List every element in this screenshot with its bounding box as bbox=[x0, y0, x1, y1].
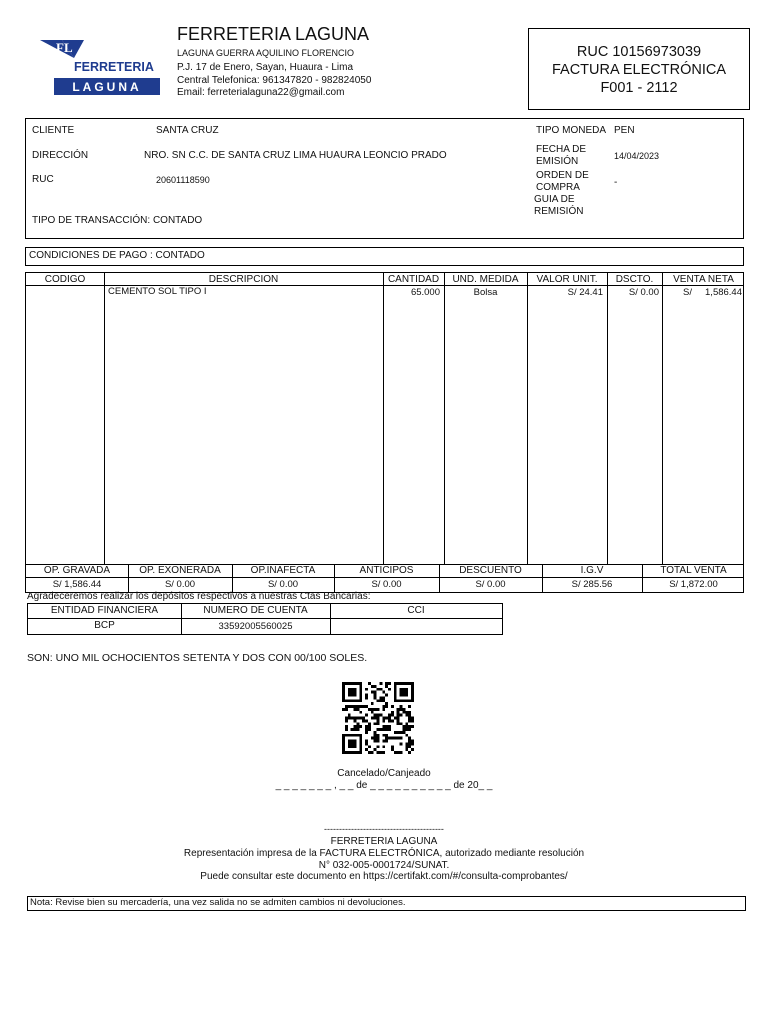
company-name: FERRETERIA LAGUNA bbox=[177, 24, 370, 44]
header-unidad: UND. MEDIDA bbox=[452, 274, 519, 285]
op-gravada-value: S/ 1,586.44 bbox=[52, 579, 102, 590]
company-phone: Central Telefonica: 961347820 - 982824050 bbox=[177, 75, 372, 86]
logo-bottom-text: LAGUNA bbox=[72, 80, 142, 94]
invoice-ruc: RUC 10156973039 bbox=[576, 44, 702, 60]
moneda-label: TIPO MONEDA bbox=[536, 125, 607, 136]
legal-text-3: Puede consultar este documento en https://certifakt.com/#/consulta-comprobantes/ bbox=[200, 871, 568, 882]
bank-header-cci: CCI bbox=[407, 605, 425, 616]
header-codigo: CODIGO bbox=[44, 274, 86, 285]
header-descripcion: DESCRIPCION bbox=[208, 274, 279, 285]
direccion-value: NRO. SN C.C. DE SANTA CRUZ LIMA HUAURA LEONCIO PRADO bbox=[144, 150, 447, 161]
col-divider bbox=[383, 273, 384, 564]
bank-divider bbox=[28, 618, 502, 619]
bank-header-cuenta: NUMERO DE CUENTA bbox=[203, 605, 308, 616]
items-table bbox=[25, 272, 744, 565]
date-line: _ _ _ _ _ _ _ , _ _ de _ _ _ _ _ _ _ _ _ _ de 20_ _ bbox=[275, 780, 493, 791]
cancelado-text: Cancelado/Canjeado bbox=[337, 768, 431, 779]
header-cantidad: CANTIDAD bbox=[387, 274, 440, 285]
total-header: DESCUENTO bbox=[459, 565, 522, 576]
descuento-value: S/ 0.00 bbox=[475, 579, 506, 590]
item-dscto: S/ 0.00 bbox=[628, 287, 659, 298]
item-valor: S/ 24.41 bbox=[567, 287, 603, 298]
company-logo bbox=[40, 38, 162, 96]
payment-conditions: CONDICIONES DE PAGO : CONTADO bbox=[25, 247, 744, 266]
legal-text-2: N° 032-005-0001724/SUNAT. bbox=[318, 860, 450, 871]
header-venta: VENTA NETA bbox=[673, 274, 734, 285]
company-address: P.J. 17 de Enero, Sayan, Huaura - Lima bbox=[177, 62, 354, 73]
total-header: OP.INAFECTA bbox=[250, 565, 316, 576]
company-owner: LAGUNA GUERRA AQUILINO FLORENCIO bbox=[177, 48, 355, 58]
totals-divider bbox=[26, 577, 743, 578]
direccion-label: DIRECCIÓN bbox=[32, 150, 89, 161]
orden-value: - bbox=[614, 177, 618, 188]
client-info-box bbox=[25, 118, 744, 239]
igv-value: S/ 285.56 bbox=[571, 579, 613, 590]
ruc-label: RUC bbox=[32, 174, 54, 185]
bank-table bbox=[27, 603, 503, 635]
totals-table bbox=[25, 565, 744, 593]
nota-box: Nota: Revise bien su mercadería, una vez salida no se admiten cambios ni devoluciones. bbox=[27, 896, 746, 911]
moneda-value: PEN bbox=[614, 125, 635, 136]
orden-label-1: ORDEN DE bbox=[536, 170, 589, 181]
orden-label bbox=[536, 170, 589, 194]
bank-header-entidad: ENTIDAD FINANCIERA bbox=[50, 605, 159, 616]
bank-account: 33592005560025 bbox=[218, 621, 293, 632]
guia-label bbox=[534, 194, 583, 218]
item-cantidad: 65.000 bbox=[410, 287, 440, 298]
col-divider bbox=[444, 273, 445, 564]
company-email: Email: ferreterialaguna22@gmail.com bbox=[177, 87, 345, 98]
op-exonerada-value: S/ 0.00 bbox=[164, 579, 196, 590]
guia-label-2: REMISIÓN bbox=[534, 206, 584, 217]
item-descripcion: CEMENTO SOL TIPO I bbox=[108, 286, 207, 297]
legal-text-1: Representación impresa de la FACTURA ELECTRÓNICA, autorizado mediante resolución bbox=[183, 848, 585, 859]
footer-company: FERRETERIA LAGUNA bbox=[330, 836, 438, 847]
item-venta: 1,586.44 bbox=[705, 287, 742, 298]
guia-label-1: GUIA DE bbox=[534, 194, 575, 205]
item-venta-currency: S/ bbox=[683, 287, 692, 298]
cliente-value: SANTA CRUZ bbox=[156, 125, 219, 136]
col-divider bbox=[607, 273, 608, 564]
anticipos-value: S/ 0.00 bbox=[371, 579, 402, 590]
col-divider bbox=[104, 273, 105, 564]
item-unidad: Bolsa bbox=[473, 287, 498, 298]
transaccion-text: TIPO DE TRANSACCIÓN: CONTADO bbox=[32, 215, 203, 226]
header-valor: VALOR UNIT. bbox=[536, 274, 598, 285]
col-divider bbox=[527, 273, 528, 564]
amount-in-words: SON: UNO MIL OCHOCIENTOS SETENTA Y DOS CON 00/100 SOLES. bbox=[27, 652, 368, 664]
header-dscto: DSCTO. bbox=[615, 274, 654, 285]
total-header: TOTAL VENTA bbox=[660, 565, 727, 576]
bank-note: Agradeceremos realizar los depósitos respectivos a nuestras Ctas Bancarias: bbox=[27, 591, 371, 602]
total-venta-value: S/ 1,872.00 bbox=[669, 579, 718, 590]
op-inafecta-value: S/ 0.00 bbox=[267, 579, 299, 590]
fecha-label-2: EMISIÓN bbox=[536, 156, 579, 167]
total-header: OP. EXONERADA bbox=[139, 565, 221, 576]
orden-label-2: COMPRA bbox=[536, 182, 580, 193]
ruc-value: 20601118590 bbox=[156, 175, 210, 185]
signature-line: ---------------------------------------- bbox=[324, 824, 444, 834]
bank-entity: BCP bbox=[94, 620, 115, 631]
fecha-label-1: FECHA DE bbox=[536, 144, 587, 155]
invoice-type: FACTURA ELECTRÓNICA bbox=[551, 62, 727, 78]
fecha-value: 14/04/2023 bbox=[614, 151, 660, 161]
logo-top-text: FERRETERIA bbox=[74, 60, 154, 74]
total-header: I.G.V bbox=[580, 565, 604, 576]
fecha-label bbox=[536, 144, 586, 168]
total-header: OP. GRAVADA bbox=[43, 565, 111, 576]
logo-initials: FL bbox=[56, 40, 73, 55]
col-divider bbox=[662, 273, 663, 564]
total-header: ANTICIPOS bbox=[359, 565, 414, 576]
cliente-label: CLIENTE bbox=[32, 125, 75, 136]
invoice-number: F001 - 2112 bbox=[600, 80, 678, 96]
qr-code bbox=[340, 682, 416, 754]
invoice-id-box bbox=[528, 28, 750, 110]
